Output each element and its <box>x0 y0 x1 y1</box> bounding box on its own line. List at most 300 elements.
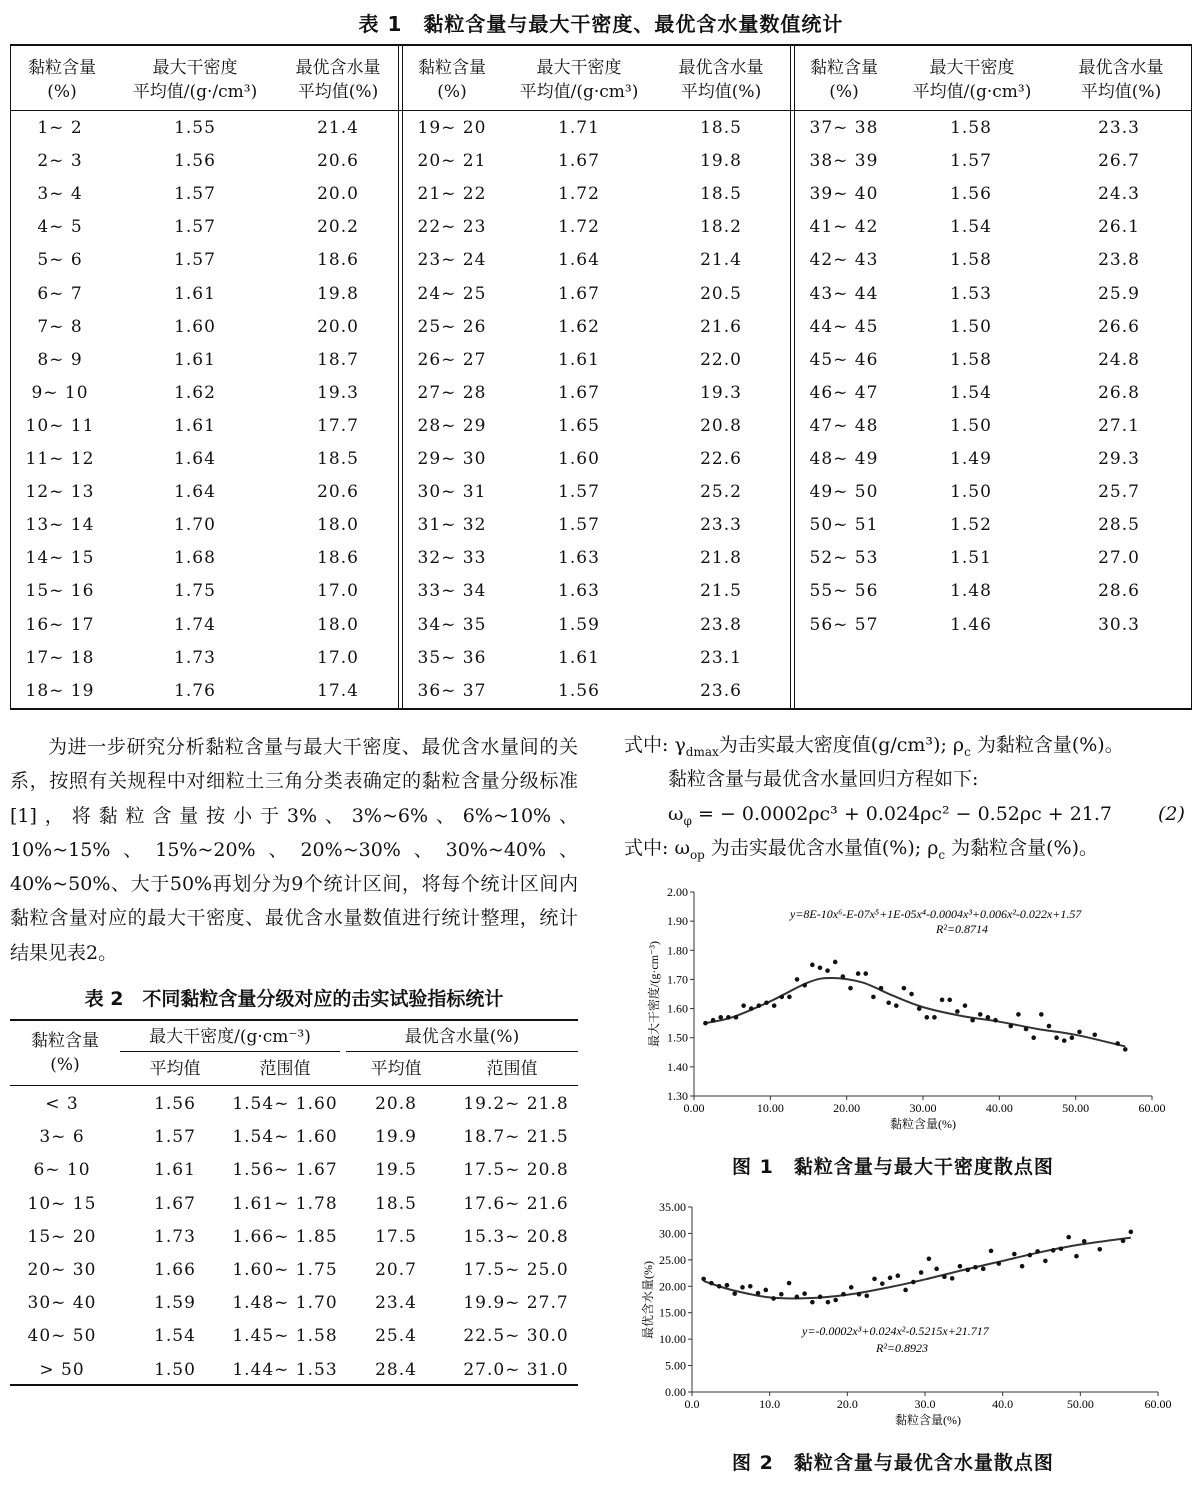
table1-cell: 18~ 19 <box>25 680 95 701</box>
fig1-point <box>856 971 861 976</box>
table1-cell: 1.53 <box>950 283 992 304</box>
table1-cell: 1.56 <box>950 184 992 205</box>
table1-cell: 21~ 22 <box>417 184 487 205</box>
fig1-point <box>833 960 838 965</box>
t1-g2-head-density: 最大干密度 平均值/(g·cm³) <box>519 58 639 102</box>
fig1-ytick-label: 1.60 <box>667 1001 688 1016</box>
fig2-point <box>1020 1264 1025 1269</box>
table2-cell: 1.61 <box>154 1160 196 1181</box>
table1-cell: 18.6 <box>317 250 359 271</box>
table1-cell: 15~ 16 <box>25 581 95 602</box>
table2-cell: < 3 <box>45 1094 79 1114</box>
fig2-point <box>1051 1248 1056 1253</box>
fig1-point <box>810 963 815 968</box>
table1-cell: 19.8 <box>700 151 742 172</box>
table1-cell: 1.54 <box>950 382 992 403</box>
table1-cell: 8~ 9 <box>37 349 83 370</box>
fig2-xtick-label: 20.0 <box>836 1397 858 1411</box>
table1-cell: 44~ 45 <box>809 316 879 337</box>
fig2-point <box>748 1284 753 1289</box>
table2-cell: 18.7~ 21.5 <box>463 1127 569 1148</box>
table1-cell: 1.61 <box>174 415 216 436</box>
fig2-point <box>911 1280 916 1285</box>
fig1-ytick-label: 1.50 <box>667 1030 688 1045</box>
table1-cell: 17.7 <box>317 415 359 436</box>
table2-cell: 17.5 <box>375 1226 417 1247</box>
fig1-ytick-label: 1.30 <box>667 1089 688 1103</box>
table2-cell: 1.50 <box>154 1359 196 1380</box>
fig2-point <box>872 1277 877 1282</box>
fig2-point <box>958 1264 963 1269</box>
table1-cell: 1~ 2 <box>37 118 83 138</box>
fig1-point <box>718 1015 723 1020</box>
table1-cell: 1.62 <box>174 382 216 403</box>
table1-cell: 1.57 <box>174 184 216 205</box>
table1-cell: 25.2 <box>700 482 742 503</box>
table2-cell: 17.6~ 21.6 <box>463 1193 569 1214</box>
t2-head-density: 最大干密度/(g·cm⁻³) <box>149 1027 311 1047</box>
table1-cell: 24.3 <box>1098 184 1140 205</box>
table1-cell: 27.1 <box>1098 415 1140 436</box>
fig1-point <box>1016 1012 1021 1017</box>
fig1-xtick-label: 30.00 <box>909 1101 937 1115</box>
table1-cell: 20~ 21 <box>417 151 487 172</box>
table1-cell: 1.63 <box>558 548 600 569</box>
fig1-point <box>863 971 868 976</box>
fig2-ylabel: 最优含水量(%) <box>641 1261 655 1339</box>
table1-cell: 29.3 <box>1098 449 1140 469</box>
table2-title: 表 2 不同黏粒含量分级对应的击实试验指标统计 <box>84 988 504 1010</box>
table1-cell: 1.67 <box>558 283 600 304</box>
table1-cell: 18.6 <box>317 548 359 569</box>
table2-cell: 6~ 10 <box>33 1160 91 1181</box>
table1-cell: 20.2 <box>317 217 359 238</box>
fig1-equation: y=8E-10x⁶-E-07x⁵+1E-05x⁴-0.0004x³+0.006x²-0.022x+1.57 <box>790 907 1082 921</box>
fig1-ytick-label: 2.00 <box>667 885 688 899</box>
fig1-point <box>925 1015 930 1020</box>
fig1-point <box>703 1021 708 1026</box>
fig2-ytick-label: 35.00 <box>659 1200 686 1214</box>
table2-cell: 1.54 <box>154 1326 196 1347</box>
fig2-point <box>888 1276 893 1281</box>
fig2-point <box>934 1267 939 1272</box>
table2-cell: 17.5~ 25.0 <box>463 1260 569 1280</box>
fig1-xtick-label: 10.00 <box>756 1101 784 1115</box>
fig2-ytick-label: 20.00 <box>659 1279 686 1294</box>
table1-cell: 18.7 <box>317 349 359 370</box>
fig1-point <box>871 995 876 1000</box>
fig2-point <box>896 1273 901 1278</box>
table1-cell: 31~ 32 <box>417 515 487 536</box>
fig2-point <box>826 1300 831 1305</box>
table2-cell: 1.59 <box>154 1293 196 1314</box>
figure1-caption: 图 1 黏粒含量与最大干密度散点图 <box>732 1156 1054 1178</box>
fig1-point <box>932 1015 937 1020</box>
fig2-point <box>763 1288 768 1293</box>
fig2-ytick-label: 5.00 <box>665 1358 686 1373</box>
fig2-point <box>864 1294 869 1299</box>
fig2-r2: R²=0.8923 <box>876 1341 929 1355</box>
table1-cell: 27.0 <box>1098 548 1140 569</box>
fig2-point <box>973 1265 978 1270</box>
fig2-ytick-label: 0.00 <box>665 1385 686 1399</box>
fig2-point <box>818 1295 823 1300</box>
fig1-point <box>978 1012 983 1017</box>
table1-cell: 1.61 <box>174 349 216 370</box>
fig1-point <box>1047 1024 1052 1029</box>
table1-cell: 1.52 <box>950 515 992 536</box>
fig2-point <box>732 1291 737 1296</box>
fig1-xtick-label: 50.00 <box>1062 1101 1090 1115</box>
t1-g1-head-clay: 黏粒含量 (%) <box>28 58 96 102</box>
fig2-xlabel: 黏粒含量(%) <box>895 1413 961 1427</box>
fig1-point <box>802 983 807 988</box>
fig1-point <box>879 986 884 991</box>
table1-cell: 1.61 <box>558 647 600 668</box>
t1-g3-head-density: 最大干密度 平均值/(g·cm³) <box>912 58 1032 102</box>
table1-cell: 32~ 33 <box>417 548 487 569</box>
fig2-point <box>795 1295 800 1300</box>
table1-cell: 17~ 18 <box>25 647 95 668</box>
fig1-point <box>711 1018 716 1023</box>
table1-cell: 1.70 <box>174 515 216 536</box>
table1-cell: 1.61 <box>558 349 600 370</box>
fig1-point <box>986 1015 991 1020</box>
fig2-point <box>942 1274 947 1279</box>
fig2-point <box>709 1281 714 1286</box>
fig1-point <box>1123 1047 1128 1052</box>
fig1-point <box>1039 1012 1044 1017</box>
fig1-point <box>1092 1033 1097 1038</box>
fig2-point <box>903 1288 908 1293</box>
t2-head-clay: 黏粒含量 (%) <box>31 1031 99 1075</box>
fig2-xtick-label: 40.0 <box>992 1397 1014 1411</box>
fig2-point <box>1043 1259 1048 1264</box>
table2-cell: 19.5 <box>375 1160 417 1181</box>
fig2-point <box>1097 1247 1102 1252</box>
table1-cell: 1.49 <box>950 449 992 469</box>
table1-cell: 43~ 44 <box>809 283 879 304</box>
table1-cell: 1.63 <box>558 581 600 602</box>
table1-cell: 30~ 31 <box>417 482 487 503</box>
table1-cell: 1.56 <box>174 151 216 172</box>
table1-cell: 18.0 <box>317 515 359 536</box>
table1-cell: 35~ 36 <box>417 647 487 668</box>
table1-cell: 17.4 <box>317 680 359 701</box>
fig2-point <box>950 1276 955 1281</box>
fig2-point <box>981 1267 986 1272</box>
table1-cell: 7~ 8 <box>37 316 83 337</box>
fig1-point <box>818 965 823 970</box>
fig1-point <box>848 986 853 991</box>
table1-cell: 1.57 <box>558 515 600 536</box>
fig2-point <box>880 1281 885 1286</box>
table1-cell: 18.2 <box>700 217 742 238</box>
table1-cell: 23.8 <box>700 614 742 635</box>
fig2-point <box>833 1298 838 1303</box>
fig1-ylabel: 最大干密度/(g·cm⁻³) <box>647 941 661 1047</box>
fig2-xtick-label: 50.00 <box>1066 1397 1094 1411</box>
table1-cell: 28.6 <box>1098 581 1140 602</box>
fig1-point <box>970 1018 975 1023</box>
table2-cell: 1.45~ 1.58 <box>232 1326 338 1347</box>
table1-cell: 12~ 13 <box>25 482 95 503</box>
table1-cell: 30.3 <box>1098 614 1140 635</box>
table2-cell: 1.54~ 1.60 <box>232 1094 338 1114</box>
table1-cell: 46~ 47 <box>809 382 879 403</box>
table1-cell: 24.8 <box>1098 349 1140 370</box>
table1-cell: 1.67 <box>558 382 600 403</box>
fig2-point <box>857 1292 862 1297</box>
fig2-ytick-label: 15.00 <box>659 1305 686 1320</box>
table1-cell: 26~ 27 <box>417 349 487 370</box>
table1-cell: 18.5 <box>700 184 742 205</box>
fig2-point <box>1059 1246 1064 1251</box>
table1-cell: 20.0 <box>317 184 359 205</box>
table1-cell: 6~ 7 <box>37 283 83 304</box>
t1-g3-head-clay: 黏粒含量 (%) <box>810 58 878 102</box>
table2-cell: 20~ 30 <box>27 1260 97 1280</box>
table2-cell: 15~ 20 <box>27 1226 97 1247</box>
fig2-ytick-label: 30.00 <box>659 1226 686 1241</box>
body-paragraph: 为进一步研究分析黏粒含量与最大干密度、最优含水量间的关系，按照有关规程中对细粒土三角分类表确定的黏粒含量分级标准[1]，将黏粒含量按小于3%、3%~6%、6%~10%、10%~15%、15%~20%、20%~30%、30%~40%、40%~50%、大于50%再划分为9个统计区间，将每个统计区间内黏粒含量对应的最大干密度、最优含水量数值进行统计整理，统计结果见表2。 <box>10 736 578 964</box>
table2-cell: 19.9~ 27.7 <box>463 1293 569 1314</box>
table1-cell: 23.8 <box>1098 250 1140 271</box>
table2-cell: 1.66~ 1.85 <box>232 1226 338 1247</box>
table1-cell: 1.73 <box>174 647 216 668</box>
table2-cell: 30~ 40 <box>27 1293 97 1314</box>
table1-cell: 26.7 <box>1098 151 1140 172</box>
table1-cell: 47~ 48 <box>809 415 879 436</box>
figure2-caption: 图 2 黏粒含量与最优含水量散点图 <box>732 1452 1054 1474</box>
table1-cell: 1.50 <box>950 482 992 503</box>
fig1-point <box>825 968 830 973</box>
table1-cell: 1.50 <box>950 316 992 337</box>
table2-cell: 19.9 <box>375 1127 417 1148</box>
table2-cell: 40~ 50 <box>27 1326 97 1347</box>
table1-cell: 1.74 <box>174 614 216 635</box>
t2-sub-density-avg: 平均值 <box>149 1059 201 1079</box>
table1-cell: 25.7 <box>1098 482 1140 503</box>
table2-cell: 1.61~ 1.78 <box>232 1193 338 1214</box>
table1-cell: 1.56 <box>558 680 600 701</box>
table2-cell: 1.73 <box>154 1226 196 1247</box>
table1-cell: 16~ 17 <box>25 614 95 635</box>
table1-cell: 33~ 34 <box>417 581 487 602</box>
fig1-point <box>841 974 846 979</box>
fig1-xtick-label: 60.00 <box>1138 1101 1166 1115</box>
table1-cell: 1.57 <box>950 151 992 172</box>
table1-cell: 20.6 <box>317 482 359 503</box>
table1-cell: 26.1 <box>1098 217 1140 238</box>
table2-cell: 20.8 <box>375 1094 417 1114</box>
table2-cell: 1.56~ 1.67 <box>232 1160 338 1181</box>
fig1-xtick-label: 0.00 <box>683 1101 705 1115</box>
table1-cell: 19.8 <box>317 283 359 304</box>
table2-cell: 1.57 <box>154 1127 196 1148</box>
fig1-point <box>1115 1041 1120 1046</box>
table1-cell: 39~ 40 <box>809 184 879 205</box>
table2-cell: 22.5~ 30.0 <box>463 1326 569 1347</box>
table1-cell: 1.59 <box>558 614 600 635</box>
table1-cell: 19.3 <box>317 382 359 403</box>
table2-cell: 28.4 <box>375 1359 417 1380</box>
table1-cell: 18.5 <box>700 118 742 138</box>
t1-g2-head-water: 最优含水量 平均值(%) <box>678 58 764 102</box>
fig1-point <box>940 998 945 1003</box>
fig2-equation: y=-0.0002x³+0.024x²-0.5215x+21.717 <box>802 1324 989 1338</box>
fig1-point <box>902 986 907 991</box>
table1-cell: 21.4 <box>700 250 742 271</box>
table1-cell: 27~ 28 <box>417 382 487 403</box>
fig2-point <box>965 1268 970 1273</box>
fig1-point <box>894 1003 899 1008</box>
table1-cell: 55~ 56 <box>809 581 879 602</box>
table1-cell: 28.5 <box>1098 515 1140 536</box>
table1-cell: 1.51 <box>950 548 992 569</box>
table1-cell: 9~ 10 <box>31 382 89 403</box>
table1-cell: 21.8 <box>700 548 742 569</box>
table1-cell: 1.62 <box>558 316 600 337</box>
regression-intro: 黏粒含量与最优含水量回归方程如下: <box>668 768 979 790</box>
table1-cell: 34~ 35 <box>417 614 487 635</box>
table1-cell: 28~ 29 <box>417 415 487 436</box>
table2-cell: > 50 <box>39 1359 85 1380</box>
table1-cell: 20.5 <box>700 283 742 304</box>
equation-number: (2) <box>1158 803 1185 825</box>
fig1-point <box>787 995 792 1000</box>
table1-cell: 1.50 <box>950 415 992 436</box>
fig1-r2: R²=0.8714 <box>936 922 989 936</box>
table1-cell: 20.0 <box>317 316 359 337</box>
table1-cell: 1.57 <box>174 250 216 271</box>
table1-cell: 1.55 <box>174 118 216 138</box>
fig1-point <box>917 1006 922 1011</box>
table1-cell: 5~ 6 <box>37 250 83 271</box>
table1-cell: 23~ 24 <box>417 250 487 271</box>
table1-cell: 4~ 5 <box>37 217 83 238</box>
table1-cell: 56~ 57 <box>809 614 879 635</box>
table1-cell: 17.0 <box>317 647 359 668</box>
table1-cell: 1.61 <box>174 283 216 304</box>
fig2-point <box>919 1270 924 1275</box>
table1-cell: 10~ 11 <box>25 415 95 436</box>
fig1-xtick-label: 20.00 <box>833 1101 861 1115</box>
fig2-point <box>1074 1254 1079 1259</box>
fig1-point <box>947 998 952 1003</box>
fig1-point <box>734 1015 739 1020</box>
table2-cell: 3~ 6 <box>39 1127 85 1148</box>
fig1-point <box>779 995 784 1000</box>
fig1-point <box>795 977 800 982</box>
table1-title: 表 1 黏粒含量与最大干密度、最优含水量数值统计 <box>358 12 844 36</box>
fig2-ytick-label: 10.00 <box>659 1332 686 1347</box>
fig1-point <box>741 1003 746 1008</box>
fig1-point <box>772 1003 777 1008</box>
table1-cell: 23.3 <box>1098 118 1140 138</box>
fig1-point <box>1062 1038 1067 1043</box>
table1-cell: 3~ 4 <box>37 184 83 205</box>
fig2-point <box>989 1249 994 1254</box>
table1-cell: 22.6 <box>700 449 742 469</box>
table1-cell: 1.48 <box>950 581 992 602</box>
fig1-point <box>757 1003 762 1008</box>
fig2-point <box>725 1283 730 1288</box>
fig2-point <box>841 1292 846 1297</box>
fig2-point <box>1121 1239 1126 1244</box>
table2-cell: 1.66 <box>154 1260 196 1280</box>
table2-cell: 1.60~ 1.75 <box>232 1260 338 1280</box>
figure2-chart <box>630 1196 1190 1434</box>
table2-cell: 1.44~ 1.53 <box>232 1359 338 1380</box>
table1-cell: 20.8 <box>700 415 742 436</box>
fig2-xtick-label: 0.0 <box>684 1397 700 1411</box>
fig2-point <box>810 1300 815 1305</box>
fig2-xtick-label: 30.0 <box>914 1397 936 1411</box>
fig1-ytick-label: 1.70 <box>667 972 688 987</box>
table1-cell: 42~ 43 <box>809 250 879 271</box>
t2-sub-density-range: 范围值 <box>259 1059 311 1079</box>
t2-head-water: 最优含水量(%) <box>404 1027 520 1047</box>
fig2-point <box>849 1285 854 1290</box>
fig1-point <box>1024 1027 1029 1032</box>
t1-g1-head-density: 最大干密度 平均值/(g·/cm³) <box>132 58 258 102</box>
fig2-point <box>740 1285 745 1290</box>
table1-cell: 1.60 <box>558 449 600 469</box>
table1-cell: 18.0 <box>317 614 359 635</box>
fig1-point <box>1008 1024 1013 1029</box>
t2-sub-water-range: 范围值 <box>486 1059 538 1079</box>
table1-cell: 41~ 42 <box>809 217 879 238</box>
fig1-ytick-label: 1.40 <box>667 1059 688 1074</box>
fig1-point <box>886 1000 891 1005</box>
t1-g2-head-clay: 黏粒含量 (%) <box>418 58 486 102</box>
table1-cell: 22~ 23 <box>417 217 487 238</box>
fig2-xtick-label: 60.00 <box>1144 1397 1172 1411</box>
table2-cell: 23.4 <box>375 1293 417 1314</box>
fig2-point <box>701 1277 706 1282</box>
table1-cell: 1.54 <box>950 217 992 238</box>
table1-cell: 25~ 26 <box>417 316 487 337</box>
table1-cell: 29~ 30 <box>417 449 487 469</box>
table1-cell: 14~ 15 <box>25 548 95 569</box>
table1-cell: 38~ 39 <box>809 151 879 172</box>
table1-cell: 19~ 20 <box>417 118 487 138</box>
fig1-point <box>764 1000 769 1005</box>
table1-cell: 22.0 <box>700 349 742 370</box>
table1-cell: 1.58 <box>950 250 992 271</box>
table2-cell: 27.0~ 31.0 <box>463 1359 569 1380</box>
equation-2: $\omega_\varphi$ = − 0.0002ρc³ + 0.024ρc² − 0.52ρc + 21.7 <box>668 803 1113 828</box>
fig2-point <box>787 1281 792 1286</box>
table1-cell: 1.67 <box>558 151 600 172</box>
table2-cell: 1.56 <box>154 1094 196 1114</box>
table1-cell: 17.0 <box>317 581 359 602</box>
fig2-point <box>1028 1253 1033 1258</box>
table1-cell: 52~ 53 <box>809 548 879 569</box>
table2-cell: 1.54~ 1.60 <box>232 1127 338 1148</box>
table2-cell: 19.2~ 21.8 <box>463 1094 569 1114</box>
table2-cell: 20.7 <box>375 1260 417 1280</box>
fig1-point <box>1077 1030 1082 1035</box>
table1-cell: 13~ 14 <box>25 515 95 536</box>
fig1-point <box>993 1018 998 1023</box>
table1-cell: 1.76 <box>174 680 216 701</box>
table1-cell: 26.8 <box>1098 382 1140 403</box>
table1-cell: 50~ 51 <box>809 515 879 536</box>
fig2-point <box>802 1291 807 1296</box>
table1-cell: 1.46 <box>950 614 992 635</box>
